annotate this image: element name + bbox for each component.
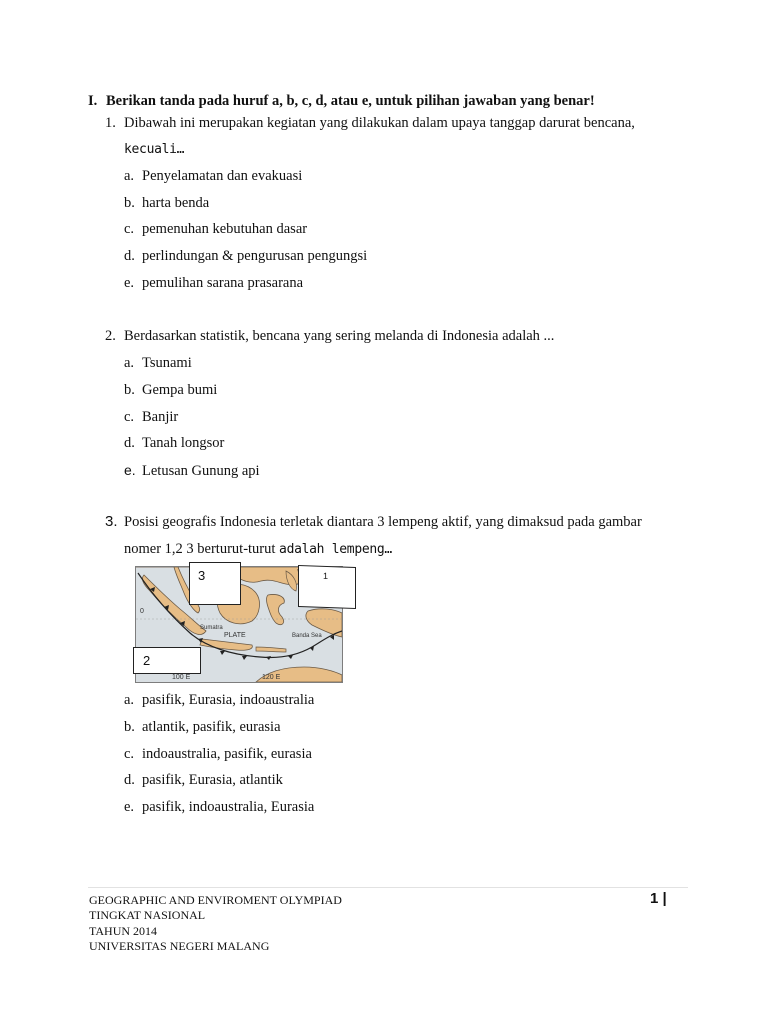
question-text-tail: kecuali… — [124, 142, 185, 157]
map-label-100e: 100 E — [172, 674, 191, 681]
question-text: Posisi geografis Indonesia terletak diantara 3 lempeng aktif, yang dimaksud pada gambar — [124, 514, 642, 530]
footer-line-1: GEOGRAPHIC AND ENVIROMENT OLYMPIAD — [89, 893, 342, 907]
question-number: 3. — [105, 513, 118, 530]
page-number: 1 | — [650, 890, 667, 907]
option-e[interactable]: e. pasifik, indoaustralia, Eurasia — [124, 799, 315, 815]
option-a[interactable]: a. Tsunami — [124, 355, 192, 371]
option-c[interactable]: c. Banjir — [124, 409, 179, 425]
map-label-box-3: 3 — [189, 562, 241, 605]
option-d[interactable]: d. Tanah longsor — [124, 435, 225, 451]
option-a[interactable]: a. Penyelamatan dan evakuasi — [124, 168, 303, 184]
map-label-banda: Banda Sea — [292, 633, 322, 639]
section-heading — [88, 93, 595, 110]
map-label-plate: PLATE — [224, 632, 246, 639]
question-number: 2. — [105, 328, 116, 344]
option-a[interactable]: a. pasifik, Eurasia, indoaustralia — [124, 692, 315, 708]
option-d[interactable]: d. perlindungan & pengurusan pengungsi — [124, 248, 368, 264]
option-b[interactable]: b. harta benda — [124, 195, 210, 211]
footer-divider — [88, 887, 688, 888]
option-b[interactable]: b. Gempa bumi — [124, 382, 218, 398]
option-e[interactable]: e. Letusan Gunung api — [124, 462, 260, 479]
question-text-line2: nomer 1,2 3 berturut-turut adalah lempeng… — [124, 541, 392, 557]
option-d[interactable]: d. pasifik, Eurasia, atlantik — [124, 772, 283, 788]
option-c[interactable]: c. indoaustralia, pasifik, eurasia — [124, 746, 312, 762]
section-number: I. — [88, 93, 98, 109]
option-e[interactable]: e. pemulihan sarana prasarana — [124, 275, 304, 291]
question-text: Dibawah ini merupakan kegiatan yang dilakukan dalam upaya tanggap darurat bencana, — [124, 115, 635, 131]
option-c[interactable]: c. pemenuhan kebutuhan dasar — [124, 221, 308, 237]
footer-line-3: TAHUN 2014 — [89, 923, 158, 938]
footer-line-4: UNIVERSITAS NEGERI MALANG — [89, 939, 270, 954]
question-text: Berdasarkan statistik, bencana yang sering melanda di Indonesia adalah ... — [124, 328, 555, 344]
map-label-box-1: 1 — [298, 565, 356, 609]
footer-line-2: TINGKAT NASIONAL — [89, 908, 206, 923]
map-label-120e: 120 E — [262, 674, 281, 681]
map-label-0: 0 — [140, 608, 144, 615]
section-instruction: Berikan tanda pada huruf a, b, c, d, atau e, untuk pilihan jawaban yang benar! — [106, 93, 595, 109]
question-number: 1. — [105, 115, 116, 131]
option-b[interactable]: b. atlantik, pasifik, eurasia — [124, 719, 281, 735]
map-label-sumatra: Sumatra — [200, 625, 223, 631]
footer-text — [89, 893, 342, 955]
map-label-box-2: 2 — [133, 647, 201, 674]
